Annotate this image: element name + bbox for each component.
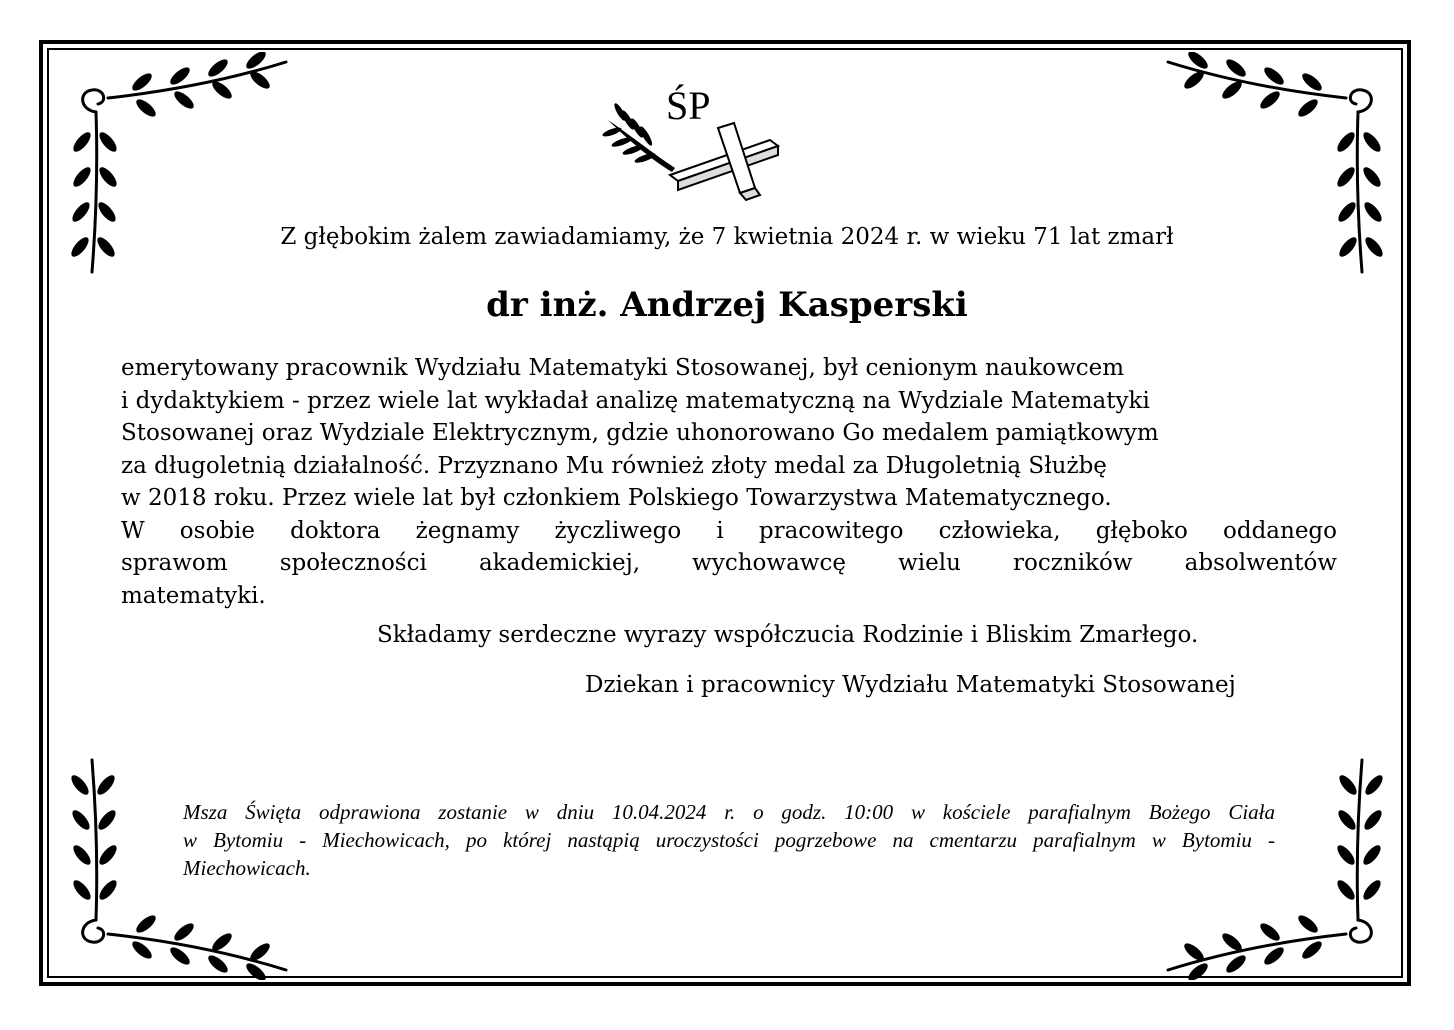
- body-line: matematyki.: [121, 582, 266, 609]
- mass-line: w Bytomiu - Miechowicach, po której nastąpią uroczystości pogrzebowe na cmentarzu parafialnym w Bytomiu -: [183, 828, 1275, 852]
- deceased-name: dr inż. Andrzej Kasperski: [486, 285, 968, 325]
- body-line: Stosowanej oraz Wydziale Elektrycznym, gdzie uhonorowano Go medalem pamiątkowym: [121, 420, 1159, 446]
- mass-info: [183, 798, 1275, 882]
- body-line: i dydaktykiem - przez wiele lat wykładał analizę matematyczną na Wydziale Matematyki: [121, 387, 1150, 414]
- body-line: W osobie doktora żegnamy życzliwego i pracowitego człowieka, głęboko oddanego: [121, 517, 1337, 544]
- announcement-intro: Z głębokim żalem zawiadamiamy, że 7 kwietnia 2024 r. w wieku 71 lat zmarł: [280, 224, 1174, 250]
- body-line: sprawom społeczności akademickiej, wychowawcę wielu roczników absolwentów: [121, 550, 1337, 576]
- body-line: za długoletnią działalność. Przyznano Mu również złoty medal za Długoletnią Służbę: [121, 452, 1107, 479]
- condolences-text: Składamy serdeczne wyrazy współczucia Rodzinie i Bliskim Zmarłego.: [377, 622, 1199, 648]
- emblem: [600, 80, 790, 205]
- laurel-vine-corner-icon: [52, 52, 292, 292]
- emblem-text: ŚP: [666, 83, 711, 128]
- mass-line: Miechowicach.: [183, 856, 311, 880]
- laurel-vine-corner-icon: [1162, 52, 1402, 292]
- mass-line: Msza Święta odprawiona zostanie w dniu 10.04.2024 r. o godz. 10:00 w kościele parafialnym Bożego Ciała: [183, 800, 1275, 824]
- body-line: emerytowany pracownik Wydziału Matematyki Stosowanej, był cenionym naukowcem: [121, 355, 1125, 381]
- body-line: w 2018 roku. Przez wiele lat był członkiem Polskiego Towarzystwa Matematycznego.: [121, 485, 1112, 511]
- cross-with-palm-branch-icon: [600, 80, 790, 205]
- announcement-body: [121, 352, 1337, 612]
- signature: Dziekan i pracownicy Wydziału Matematyki Stosowanej: [585, 672, 1236, 698]
